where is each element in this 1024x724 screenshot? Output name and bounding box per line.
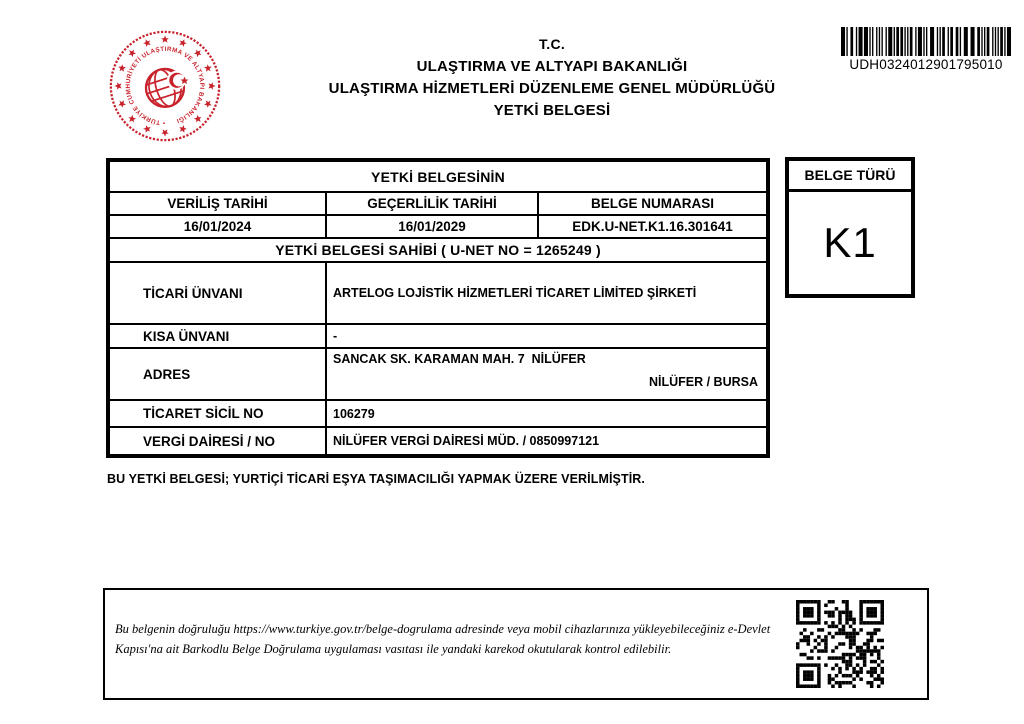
barcode-number: UDH0324012901795010 [849,57,1003,72]
verification-box [103,588,929,700]
trade-registry-no-label: TİCARET SİCİL NO [110,399,325,426]
barcode [841,27,1011,72]
document-type-box [785,157,915,298]
column-header-issue-date: VERİLİŞ TARİHİ [110,191,325,214]
directorate-name: ULAŞTIRMA HİZMETLERİ DÜZENLEME GENEL MÜDÜRLÜĞÜ [328,80,776,97]
address-value [325,347,766,399]
address-line-2: NİLÜFER / BURSA [648,375,758,389]
barcode-bars-icon [841,27,1011,56]
column-header-document-number: BELGE NUMARASI [537,191,766,214]
globe-icon [140,64,190,112]
address-label: ADRES [110,347,325,399]
certificate-table [106,158,770,458]
holder-section-title: YETKİ BELGESİ SAHİBİ ( U-NET NO = 1265249 ) [110,237,766,261]
document-header [242,36,862,124]
document-title: YETKİ BELGESİ [493,102,611,119]
tax-office-value: NİLÜFER VERGİ DAİRESİ MÜD. / 0850997121 [325,426,766,454]
qr-code-icon [796,600,884,688]
seal-graphics [111,32,219,140]
republic-abbreviation: T.C. [538,36,566,52]
logo-ring-text: • TÜRKİYE CUMHURİYETİ ULAŞTIRMA VE ALTYAPI BAKANLIĞI [124,45,206,127]
column-header-validity-date: GEÇERLİLİK TARİHİ [325,191,537,214]
document-number-value: EDK.U-NET.K1.16.301641 [537,214,766,237]
ministry-seal-logo [108,29,222,143]
table-section-title: YETKİ BELGESİNİN [371,168,505,185]
validity-date-value: 16/01/2029 [325,214,537,237]
short-name-label: KISA ÜNVANI [110,323,325,347]
verification-text: Bu belgenin doğruluğu https://www.turkiye.gov.tr/belge-dogrulama adresinde veya mobil cihazlarınıza yükleyebileceğiniz e-Devlet Kapısı'na ait Barkodlu Belge Doğrulama uygulaması vasıtası ile yandaki karekod okutularak kontrol edilebilir. [115,622,771,656]
document-type-label: BELGE TÜRÜ [789,161,911,192]
issuance-statement: BU YETKİ BELGESİ; YURTİÇİ TİCARİ EŞYA TAŞIMACILIĞI YAPMAK ÜZERE VERİLMİŞTİR. [107,472,645,486]
document-type-value: K1 [823,219,877,266]
issue-date-value: 16/01/2024 [110,214,325,237]
svg-text:• TÜRKİYE CUMHURİYETİ ULAŞTIRM [125,46,205,127]
trade-name-value: ARTELOG LOJİSTİK HİZMETLERİ TİCARET LİMİTED ŞİRKETİ [325,261,766,323]
tax-office-label: VERGİ DAİRESİ / NO [110,426,325,454]
trade-name-label: TİCARİ ÜNVANI [110,261,325,323]
ministry-name: ULAŞTIRMA VE ALTYAPI BAKANLIĞI [416,58,688,75]
trade-registry-no-value: 106279 [325,399,766,426]
crescent-star-icon [167,71,189,90]
address-line-1: SANCAK SK. KARAMAN MAH. 7 NİLÜFER [333,352,586,366]
short-name-value: - [325,323,766,347]
